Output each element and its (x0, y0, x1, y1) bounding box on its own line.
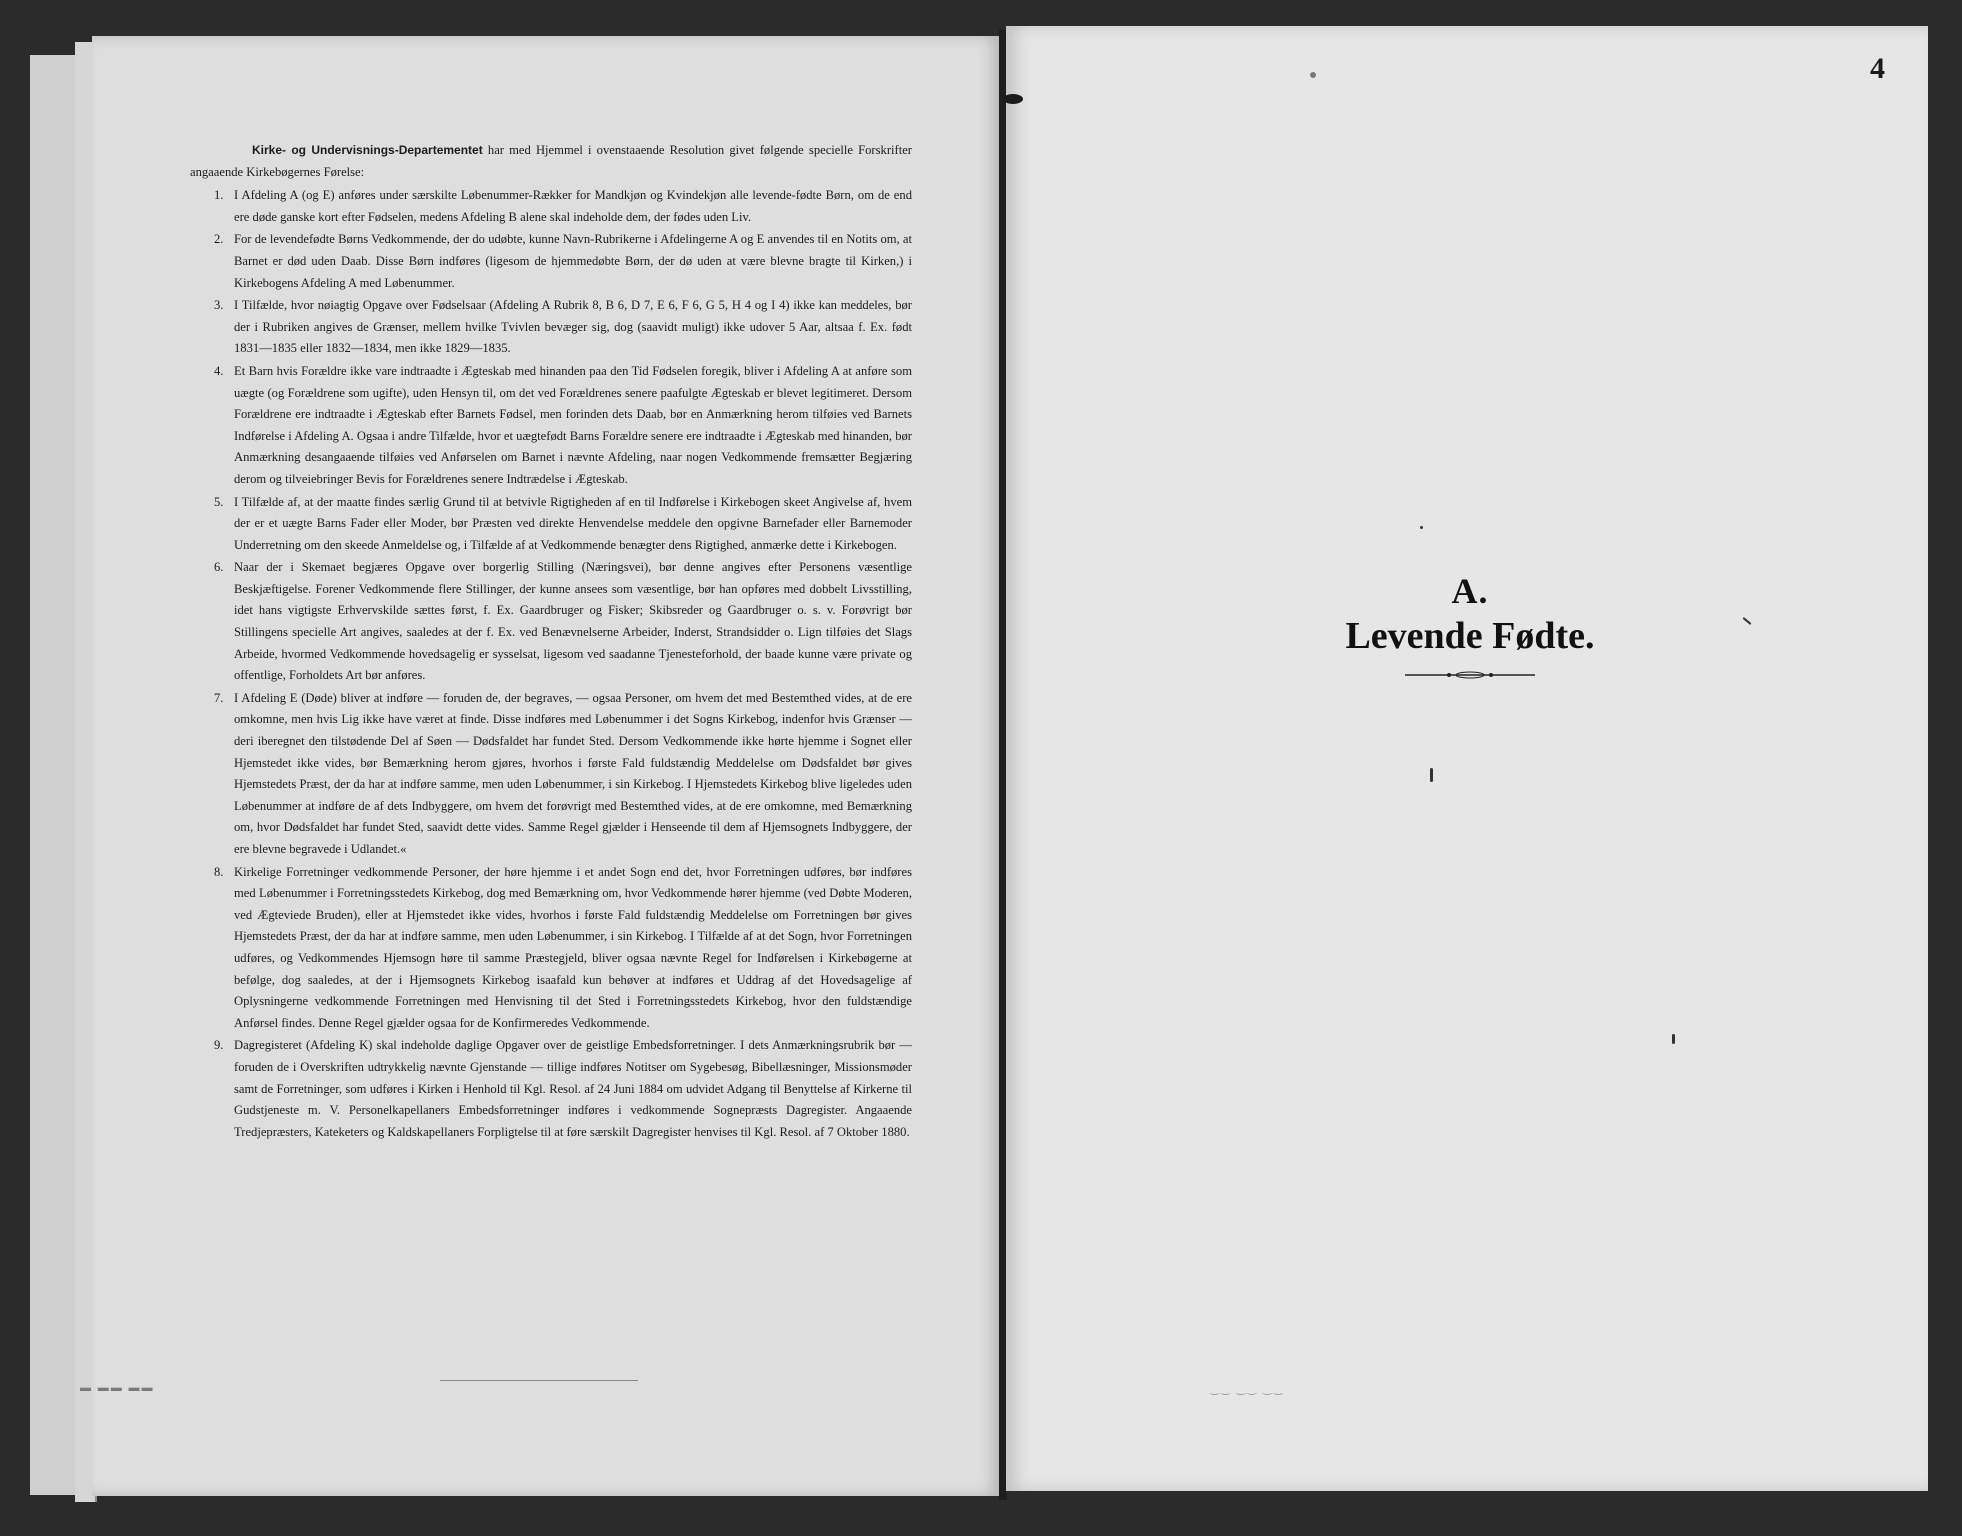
item-text: I Afdeling E (Døde) bliver at indføre — foruden de, der begraves, — ogsaa Personer, om hvem det med Bestemthed vides, at de ere omkomne, men hvis Lig ikke have været at finde. Disse indføres med Løbenummer i det Sogns Kirkebog, indenfor hvis Grænser — deri iberegnet den tilstødende Del af Søen — Dødsfaldet har fundet Sted. Dersom Vedkommende ikke hørte hjemme i Sognet eller Hjemstedet ikke vides, bør Bemærkning herom gjøres, hvorhos i første Fald fuldstændig Meddelelse om Dødsfaldet bør gives Hjemstedets Præst, der da har at indføre samme, men uden Løbenummer, i sin Kirkebog. I Hjemstedets Kirkebog blive ligeledes uden Løbenummer at indføre de af dets Indbyggere, om hvem det forøvrigt med Bestemthed vides, at de ere omkomne, med Bemærkning om, hvor Dødsfaldet har fundet Sted, saavidt dette vides. Samme Regel gjælder i Henseende til dem af Hjemsognets Indbyggere, der ere blevne begravede i Udlandet.« (234, 690, 912, 856)
intro-text: har med Hjemmel i ovenstaaende Resolution givet følgende specielle Forskrifter angaaende Kirkebøgernes Førelse: (190, 143, 912, 179)
regulation-item (190, 492, 912, 557)
item-number: 2. (214, 232, 224, 247)
intro-paragraph (190, 140, 912, 183)
item-text: Kirkelige Forretninger vedkommende Personer, der høre hjemme i et andet Sogn end det, hvor Forretningen udføres, bør indføres med Løbenummer i Forretningsstedets Kirkebog, dog med Bemærkning om, hvor Vedkommende hører hjemme (ved Døbte Moderen, ved Ægteviede Bruden), eller at Hjemstedet ikke vides, hvorhos i første Fald fuldstændig Meddelelse om Forretningen bør gives Hjemstedets Præst, der da har at indføre samme, men uden Løbenummer, i sin Kirkebog. I Tilfælde af at det Sogn, hvor Forretningen udføres, og Vedkommendes Hjemsogn høre til samme Præstegjeld, bliver ogsaa nævnte Regel for Indførelsen i Kirkebøgerne at befølge, dog saaledes, at der i Hjemsognets Kirkebog isaafald kun behøver at indføres et Uddrag af det Hovedsagelige af Oplysningerne vedkommende Forretningen med Henvisning til det Sted i Forretningsstedets Kirkebog, hvor den fuldstændige Anførsel findes. Denne Regel gjælder ogsaa for de Konfirmeredes Vedkommende. (234, 864, 912, 1030)
item-text: Dagregisteret (Afdeling K) skal indeholde daglige Opgaver over de geistlige Embedsforretninger. I dets Anmærkningsrubrik bør — foruden de i Overskriften udtrykkelig nævnte Gjenstande — tillige indføres Notitser om Sygebesøg, Bibellæsninger, Missionsmøder samt de Forretninger, som udføres i Kirken i Henhold til Kgl. Resol. af 24 Juni 1884 om udvidet Adgang til Benyttelse af Kirkerne til Gudstjeneste m. V. Personelkapellaners Embedsforretninger indføres i vedkommende Sognepræsts Dagregister. Angaaende Tredjepræsters, Kateketers og Kaldskapellaners Forpligtelse til at føre særskilt Dagregister henvises til Kgl. Resol. af 7 Oktober 1880. (234, 1038, 912, 1139)
item-number: 6. (214, 560, 224, 575)
item-text: I Afdeling A (og E) anføres under særskilte Løbenummer-Rækker for Mandkjøn og Kvindekjøn alle levende-fødte Børn, om de end ere døde ganske kort efter Fødselen, medens Afdeling B alene skal indeholde dem, der fødes uden Liv. (234, 188, 912, 224)
regulation-list (190, 185, 912, 1143)
ornament-divider (1405, 670, 1535, 680)
department-name: Kirke- og Undervisnings-Departementet (252, 143, 483, 157)
regulations-text (190, 140, 912, 1144)
regulation-item (190, 557, 912, 687)
ink-blot (1003, 94, 1023, 104)
regulation-item (190, 361, 912, 491)
section-heading (1280, 570, 1660, 685)
item-number: 4. (214, 363, 224, 378)
page-number: 4 (1870, 52, 1885, 85)
regulation-item (190, 1035, 912, 1143)
section-title: Levende Fødte. (1345, 615, 1595, 657)
regulation-item (190, 688, 912, 861)
right-page (1006, 26, 1928, 1491)
regulation-item (190, 229, 912, 294)
item-number: 7. (214, 690, 224, 705)
item-number: 9. (214, 1038, 224, 1053)
closing-rule (440, 1380, 638, 1381)
ink-speck (1310, 72, 1316, 78)
item-number: 5. (214, 494, 224, 509)
item-number: 8. (214, 864, 224, 879)
regulation-item (190, 295, 912, 360)
item-text: For de levendefødte Børns Vedkommende, der do udøbte, kunne Navn-Rubrikerne i Afdelingerne A og E anvendes til en Notits om, at Barnet er død uden Daab. Disse Børn indføres (ligesom de hjemmedøbte Børn, der dø uden at være blevne bragte til Kirken,) i Kirkebogens Afdeling A med Løbenummer. (234, 232, 912, 290)
item-text: Naar der i Skemaet begjæres Opgave over borgerlig Stilling (Næringsvei), bør denne angives efter Personens væsentlige Beskjæftigelse. Forener Vedkommende flere Stillinger, der kunne ansees som væsentlige, bør han opføres med dobbelt Livsstilling, idet hans vigtigste Erhvervskilde sættes først, f. Ex. Gaardbruger og Fisker; Skibsreder og Gaardbruger o. s. v. Forøvrigt bør Stillingens specielle Art angives, saaledes at der f. Ex. ved Benævnelserne Arbeider, Inderst, Strandsidder o. Lign tilføies det Slags Arbeide, hvormed Vedkommende hovedsagelig er sysselsat, ligesom ved saadanne Tjenesteforhold, der baade kunne være private og offentlige, Forholdets Art bør anføres. (234, 560, 912, 683)
section-letter: A. (1451, 571, 1489, 611)
ink-speck (1430, 768, 1433, 782)
regulation-item (190, 862, 912, 1035)
margin-smudge: ‿‿ ‿‿ ‿‿ (1210, 1383, 1285, 1395)
item-text: Et Barn hvis Forældre ikke vare indtraadte i Ægteskab med hinanden paa den Tid Fødselen foregik, bliver i Afdeling A at anføre som uægte (og Forældrene som ugifte), uden Hensyn til, om det ved Forældrenes senere paafulgte Ægteskab er blevet legitimeret. Dersom Forældrene ere indtraadte i Ægteskab efter Barnets Fødsel, men forinden dets Daab, bør en Anmærkning herom tilføies ved Barnets Indførelse i Afdeling A. Ogsaa i andre Tilfælde, hvor et uægtefødt Barns Forældre senere ere indtraadte i Ægteskab med hinanden, bør Anmærkning desangaaende tilføies ved Anførselen om Barnet i nævnte Afdeling, naar nogen Vedkommende fremsætter Begjæring derom og tilveiebringer Bevis for Forældrenes senere Indtrædelse i Ægteskab. (234, 363, 912, 486)
regulation-item (190, 185, 912, 228)
ink-speck (1672, 1034, 1675, 1044)
ink-speck (1420, 526, 1423, 529)
item-number: 3. (214, 298, 224, 313)
item-number: 1. (214, 188, 224, 203)
margin-smudge: ▬ ▬▬ ▬▬ (80, 1382, 155, 1394)
item-text: I Tilfælde af, at der maatte findes særlig Grund til at betvivle Rigtigheden af en til Indførelse i Kirkebogen skeet Angivelse af, hvem der er et uægte Barns Fader eller Moder, bør Præsten ved direkte Henvendelse meddele den opgivne Barnefader eller Barnemoder Underretning om den skeede Anmeldelse og, i Tilfælde af at Vedkommende benægter dens Rigtighed, anmærke dette i Kirkebogen. (234, 494, 912, 552)
item-text: I Tilfælde, hvor nøiagtig Opgave over Fødselsaar (Afdeling A Rubrik 8, B 6, D 7, E 6, F 6, G 5, H 4 og I 4) ikke kan meddeles, bør der i Rubriken angives de Grænser, mellem hvilke Tvivlen bevæger sig, dog (saavidt muligt) ikke udover 5 Aar, altsaa f. Ex. født 1831—1835 eller 1832—1834, men ikke 1829—1835. (234, 298, 912, 356)
